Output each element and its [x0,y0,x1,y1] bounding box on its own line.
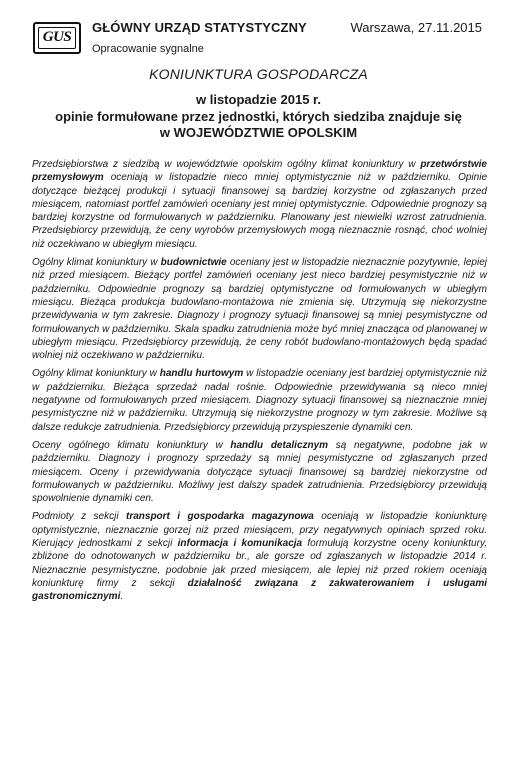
text-run: Przedsiębiorstwa z siedzibą w województwie opolskim ogólny klimat koniunktury w [32,159,421,170]
paragraph-services [32,510,487,603]
heading-line-3: w WOJEWÓDZTWIE OPOLSKIM [159,125,358,140]
section-name-bold: działalność związana z zakwaterowaniem i usługami gastronomicznymi [32,577,488,603]
gus-logo [33,22,81,54]
text-run: oceniany jest w listopadzie nieznacznie pozytywnie, lepiej niż przed miesiącem. Bieżący portfel zamówień oceniany jest nieco bardziej pesymistycznie niż w październiku. Odpowiednie prognozy są bardziej optymistyczne od formułowanych w ubiegłym miesiącu. Bieżąca produkcja budowlano-montażowa nie zmienia się. Utrzymują się niekorzystne przewidywania w tym zakresie. Diagnozy i prognozy sytuacji finansowej są mniej pesymistyczne od formułowanych w październiku. Skala spadku zatrudnienia może być mniej znacząca od planowanej w ubiegłym miesiącu. Przedsiębiorcy przewidują, że ceny robót budowlano-montażowych będą spadać wolniej niż oczekiwano w październiku. [32,257,488,362]
text-run: oceniają w listopadzie nieco mniej optymistycznie niż w październiku. Opinie dotyczące bieżącej produkcji i sytuacji finansowej są bardziej korzystne od zgłaszanych przed miesiącem, natomiast portfel zamówień oceniany jest mniej optymistycznie. Odpowiednie prognozy są bardziej korzystne od formułowanych w październiku. Planowany jest niewielki wzrost zatrudnienia. Przedsiębiorcy przewidują, że ceny wyrobów przemysłowych mogą nieznacznie rosnąć, choć wolniej niż oczekiwano w ubiegłym miesiącu. [32,172,487,250]
document-body [32,158,487,609]
text-run: oceniają w listopadzie koniunkturę optymistycznie, nieznacznie gorzej niż przed miesiącem, przy negatywnych opiniach sprzed roku. Kierujący jednostkami z sekcji [32,511,487,550]
text-run: . [120,591,124,603]
heading-line-1: w listopadzie 2015 r. [196,92,321,107]
place-date: Warszawa, 27.11.2015 [350,20,482,35]
organization-name: GŁÓWNY URZĄD STATYSTYCZNY [92,20,307,35]
section-name-bold: informacja i komunikacja [177,538,303,550]
text-run: Ogólny klimat koniunktury w [32,257,161,269]
section-name-bold: przetwórstwie przemysłowym [32,159,487,184]
text-run: w listopadzie oceniany jest bardziej optymistycznie niż w październiku. Bieżąca sprzedaż nadal rośnie. Odpowiednie przewidywania są nieco mniej negatywne od formułowanych przed miesiącem. Diagnozy sytuacji finansowej są nieznacznie mniej pesymistyczne niż w październiku. Utrzymują się niekorzystne prognozy w tym zakresie. Możliwe są dalsze redukcje zatrudnienia. Przedsiębiorcy przewidują przyspieszenie dynamiki cen. [32,368,487,433]
document-type: Opracowanie sygnalne [92,43,204,55]
section-name-bold: budownictwie [160,257,227,269]
text-run: formułują korzystne oceny koniunktury, zbliżone do odnotowanych w październiku br., ale gorsze od zgłaszanych w listopadzie 2014 r. Nieznacznie pesymistyczne, podobnie jak przed miesiącem, ale lepiej niż przed rokiem oceniają koniunkturę firmy z sekcji [32,538,487,589]
text-run: Podmioty z sekcji [32,511,126,523]
paragraph-manufacturing [32,158,487,251]
document-title: KONIUNKTURA GOSPODARCZA [149,66,368,82]
section-name-bold: transport i gospodarka magazynowa [125,511,314,523]
paragraph-construction [32,256,487,362]
paragraph-wholesale [32,367,487,433]
text-run: Ogólny klimat koniunktury w [32,368,160,380]
text-run: są negatywne, podobne jak w październiku. Diagnozy i prognozy sprzedaży są mniej pesymistyczne od zgłaszanych przed miesiącem. Oceny i przewidywania dotyczące sytuacji finansowej są bardziej niekorzystne od formułowanych w październiku. Możliwy jest dalszy spadek zatrudnienia. Przedsiębiorcy przewidują spowolnienie dynamiki cen. [32,439,488,505]
section-name-bold: handlu detalicznym [230,439,329,451]
logo-text: GUS [42,29,72,45]
section-name-bold: handlu hurtowym [159,368,244,380]
paragraph-retail [32,439,487,505]
text-run: Oceny ogólnego klimatu koniunktury w [32,439,231,451]
document-heading [30,92,487,142]
heading-line-2: opinie formułowane przez jednostki, których siedziba znajduje się [55,108,462,124]
